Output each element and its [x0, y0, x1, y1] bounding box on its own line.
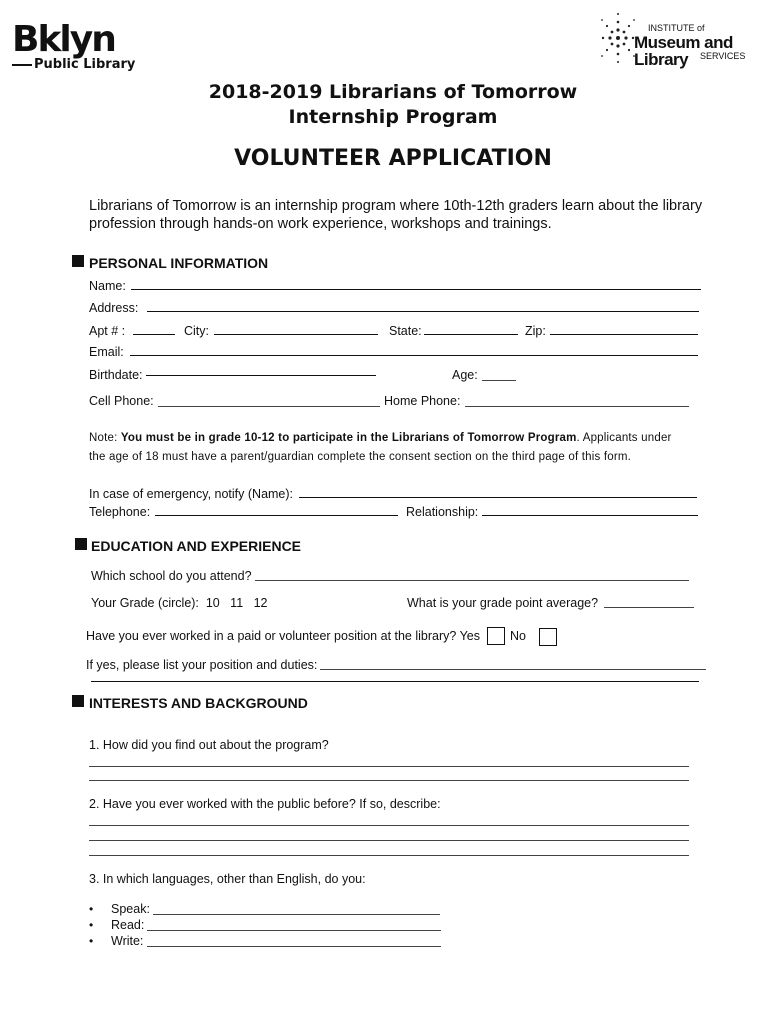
bullet-icon: • — [89, 902, 94, 916]
question-1: 1. How did you find out about the program? — [89, 738, 329, 752]
email-field[interactable] — [130, 355, 698, 356]
birthdate-field[interactable] — [146, 375, 376, 376]
gpa-field[interactable] — [604, 607, 694, 608]
imls-line-2: Museum and Library — [634, 33, 733, 69]
imls-line-1: INSTITUTE of — [648, 23, 705, 33]
section-bullet-icon — [75, 538, 87, 550]
logo-rule — [12, 64, 32, 66]
program-title-line-1: 2018-2019 Librarians of Tomorrow — [208, 81, 578, 103]
age-field[interactable] — [482, 380, 516, 381]
section-bullet-icon — [72, 695, 84, 707]
no-label: No — [510, 629, 526, 643]
zip-label: Zip: — [525, 324, 546, 338]
logo-wordmark: Bklyn — [12, 19, 115, 60]
interests-heading: INTERESTS AND BACKGROUND — [89, 695, 308, 711]
yes-checkbox[interactable] — [487, 627, 505, 645]
state-label: State: — [389, 324, 422, 338]
write-field[interactable] — [147, 946, 441, 947]
note-text: . Applicants under the age of 18 must have a parent/guardian complete the consent section on the third page of this form. — [89, 432, 672, 463]
speak-label: Speak: — [111, 902, 150, 916]
answer-2-line-1[interactable] — [89, 825, 689, 826]
logo-subtext: Public Library — [34, 57, 136, 72]
apt-label: Apt # : — [89, 324, 126, 338]
position-duties-label: If yes, please list your position and duties: — [86, 658, 318, 672]
note-emphasis: You must be in grade 10-12 to participate in the Librarians of Tomorrow Program — [120, 432, 577, 444]
age-label: Age: — [452, 368, 478, 382]
apt-field[interactable] — [133, 334, 175, 335]
relationship-field[interactable] — [482, 515, 698, 516]
email-label: Email: — [89, 345, 124, 359]
position-duties-field-line-2[interactable] — [91, 681, 699, 682]
personal-heading: PERSONAL INFORMATION — [89, 255, 269, 271]
emergency-contact-label: In case of emergency, notify (Name): — [89, 487, 294, 501]
school-field[interactable] — [255, 580, 689, 581]
position-duties-field[interactable] — [320, 669, 706, 670]
birthdate-label: Birthdate: — [89, 368, 143, 382]
program-title — [0, 80, 770, 130]
address-label: Address: — [89, 301, 139, 315]
imls-line-3: SERVICES — [700, 51, 746, 61]
answer-2-line-3[interactable] — [89, 855, 689, 856]
section-bullet-icon — [72, 255, 84, 267]
write-label: Write: — [111, 934, 144, 948]
name-field[interactable] — [131, 289, 701, 290]
telephone-label: Telephone: — [89, 505, 151, 519]
intro-paragraph: Librarians of Tomorrow is an internship program where 10th-12th graders learn about the library profession through hands-on work experience, workshops and trainings. — [89, 198, 703, 232]
form-title: VOLUNTEER APPLICATION — [234, 146, 552, 171]
city-field[interactable] — [214, 334, 378, 335]
read-field[interactable] — [147, 930, 441, 931]
age-requirement-note — [89, 429, 689, 466]
answer-1-line-2[interactable] — [89, 780, 689, 781]
read-label: Read: — [111, 918, 145, 932]
answer-2-line-2[interactable] — [89, 840, 689, 841]
bullet-icon: • — [89, 918, 94, 932]
question-3: 3. In which languages, other than English, do you: — [89, 872, 366, 886]
no-checkbox[interactable] — [539, 628, 557, 646]
zip-field[interactable] — [550, 334, 698, 335]
bullet-icon: • — [89, 934, 94, 948]
name-label: Name: — [89, 279, 126, 293]
speak-field[interactable] — [153, 914, 440, 915]
home-phone-field[interactable] — [465, 406, 689, 407]
cell-phone-label: Cell Phone: — [89, 394, 154, 408]
note-prefix: Note: — [89, 432, 121, 444]
gpa-label: What is your grade point average? — [407, 596, 599, 610]
starburst-icon — [598, 8, 638, 68]
cell-phone-field[interactable] — [158, 406, 380, 407]
worked-at-library-label: Have you ever worked in a paid or volunteer position at the library? Yes — [86, 629, 480, 643]
emergency-contact-field[interactable] — [299, 497, 697, 498]
imls-logo — [598, 8, 756, 68]
relationship-label: Relationship: — [406, 505, 479, 519]
telephone-field[interactable] — [155, 515, 398, 516]
program-title-line-2: Internship Program — [288, 106, 498, 128]
school-label: Which school do you attend? — [91, 569, 252, 583]
address-field[interactable] — [147, 311, 699, 312]
brooklyn-public-library-logo — [12, 19, 140, 74]
state-field[interactable] — [424, 334, 518, 335]
education-heading: EDUCATION AND EXPERIENCE — [91, 538, 302, 554]
grade-label: Your Grade (circle): 10 11 12 — [91, 596, 268, 610]
city-label: City: — [184, 324, 209, 338]
answer-1-line-1[interactable] — [89, 766, 689, 767]
question-2: 2. Have you ever worked with the public before? If so, describe: — [89, 797, 441, 811]
home-phone-label: Home Phone: — [384, 394, 461, 408]
